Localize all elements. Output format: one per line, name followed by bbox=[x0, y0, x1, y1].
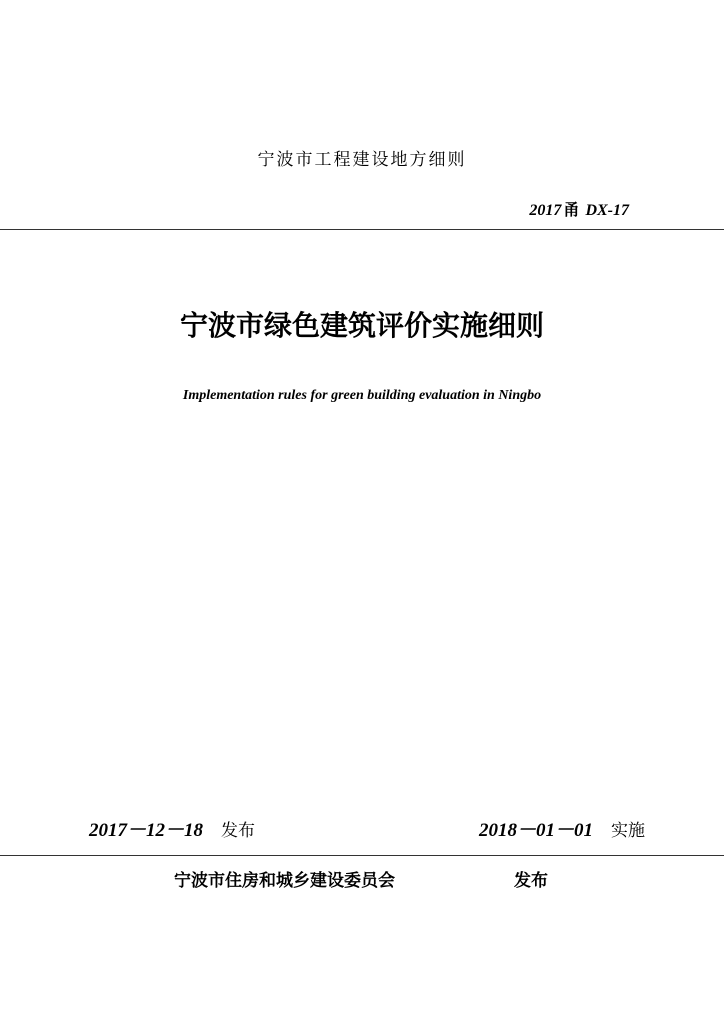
issue-date: 2017－12－18 bbox=[89, 820, 204, 841]
publisher-label: 发布 bbox=[514, 871, 548, 891]
document-title: 宁波市绿色建筑评价实施细则 bbox=[179, 309, 544, 342]
implementation-date-row bbox=[479, 819, 645, 843]
issue-label: 发布 bbox=[221, 821, 256, 841]
publisher-name: 宁波市住房和城乡建设委员会 bbox=[174, 871, 395, 891]
document-number-code: DX-17 bbox=[585, 202, 629, 219]
document-number-region: 甬 bbox=[563, 200, 580, 219]
document-number-year: 2017 bbox=[529, 202, 562, 219]
implementation-label: 实施 bbox=[611, 821, 646, 841]
top-divider bbox=[0, 229, 724, 230]
bottom-divider bbox=[0, 855, 724, 856]
document-title-english: Implementation rules for green building evaluation in Ningbo bbox=[182, 388, 542, 403]
issue-date-row bbox=[89, 819, 255, 843]
series-title: 宁波市工程建设地方细则 bbox=[257, 150, 467, 170]
document-number bbox=[529, 199, 629, 222]
implementation-date: 2018－01－01 bbox=[479, 820, 594, 841]
